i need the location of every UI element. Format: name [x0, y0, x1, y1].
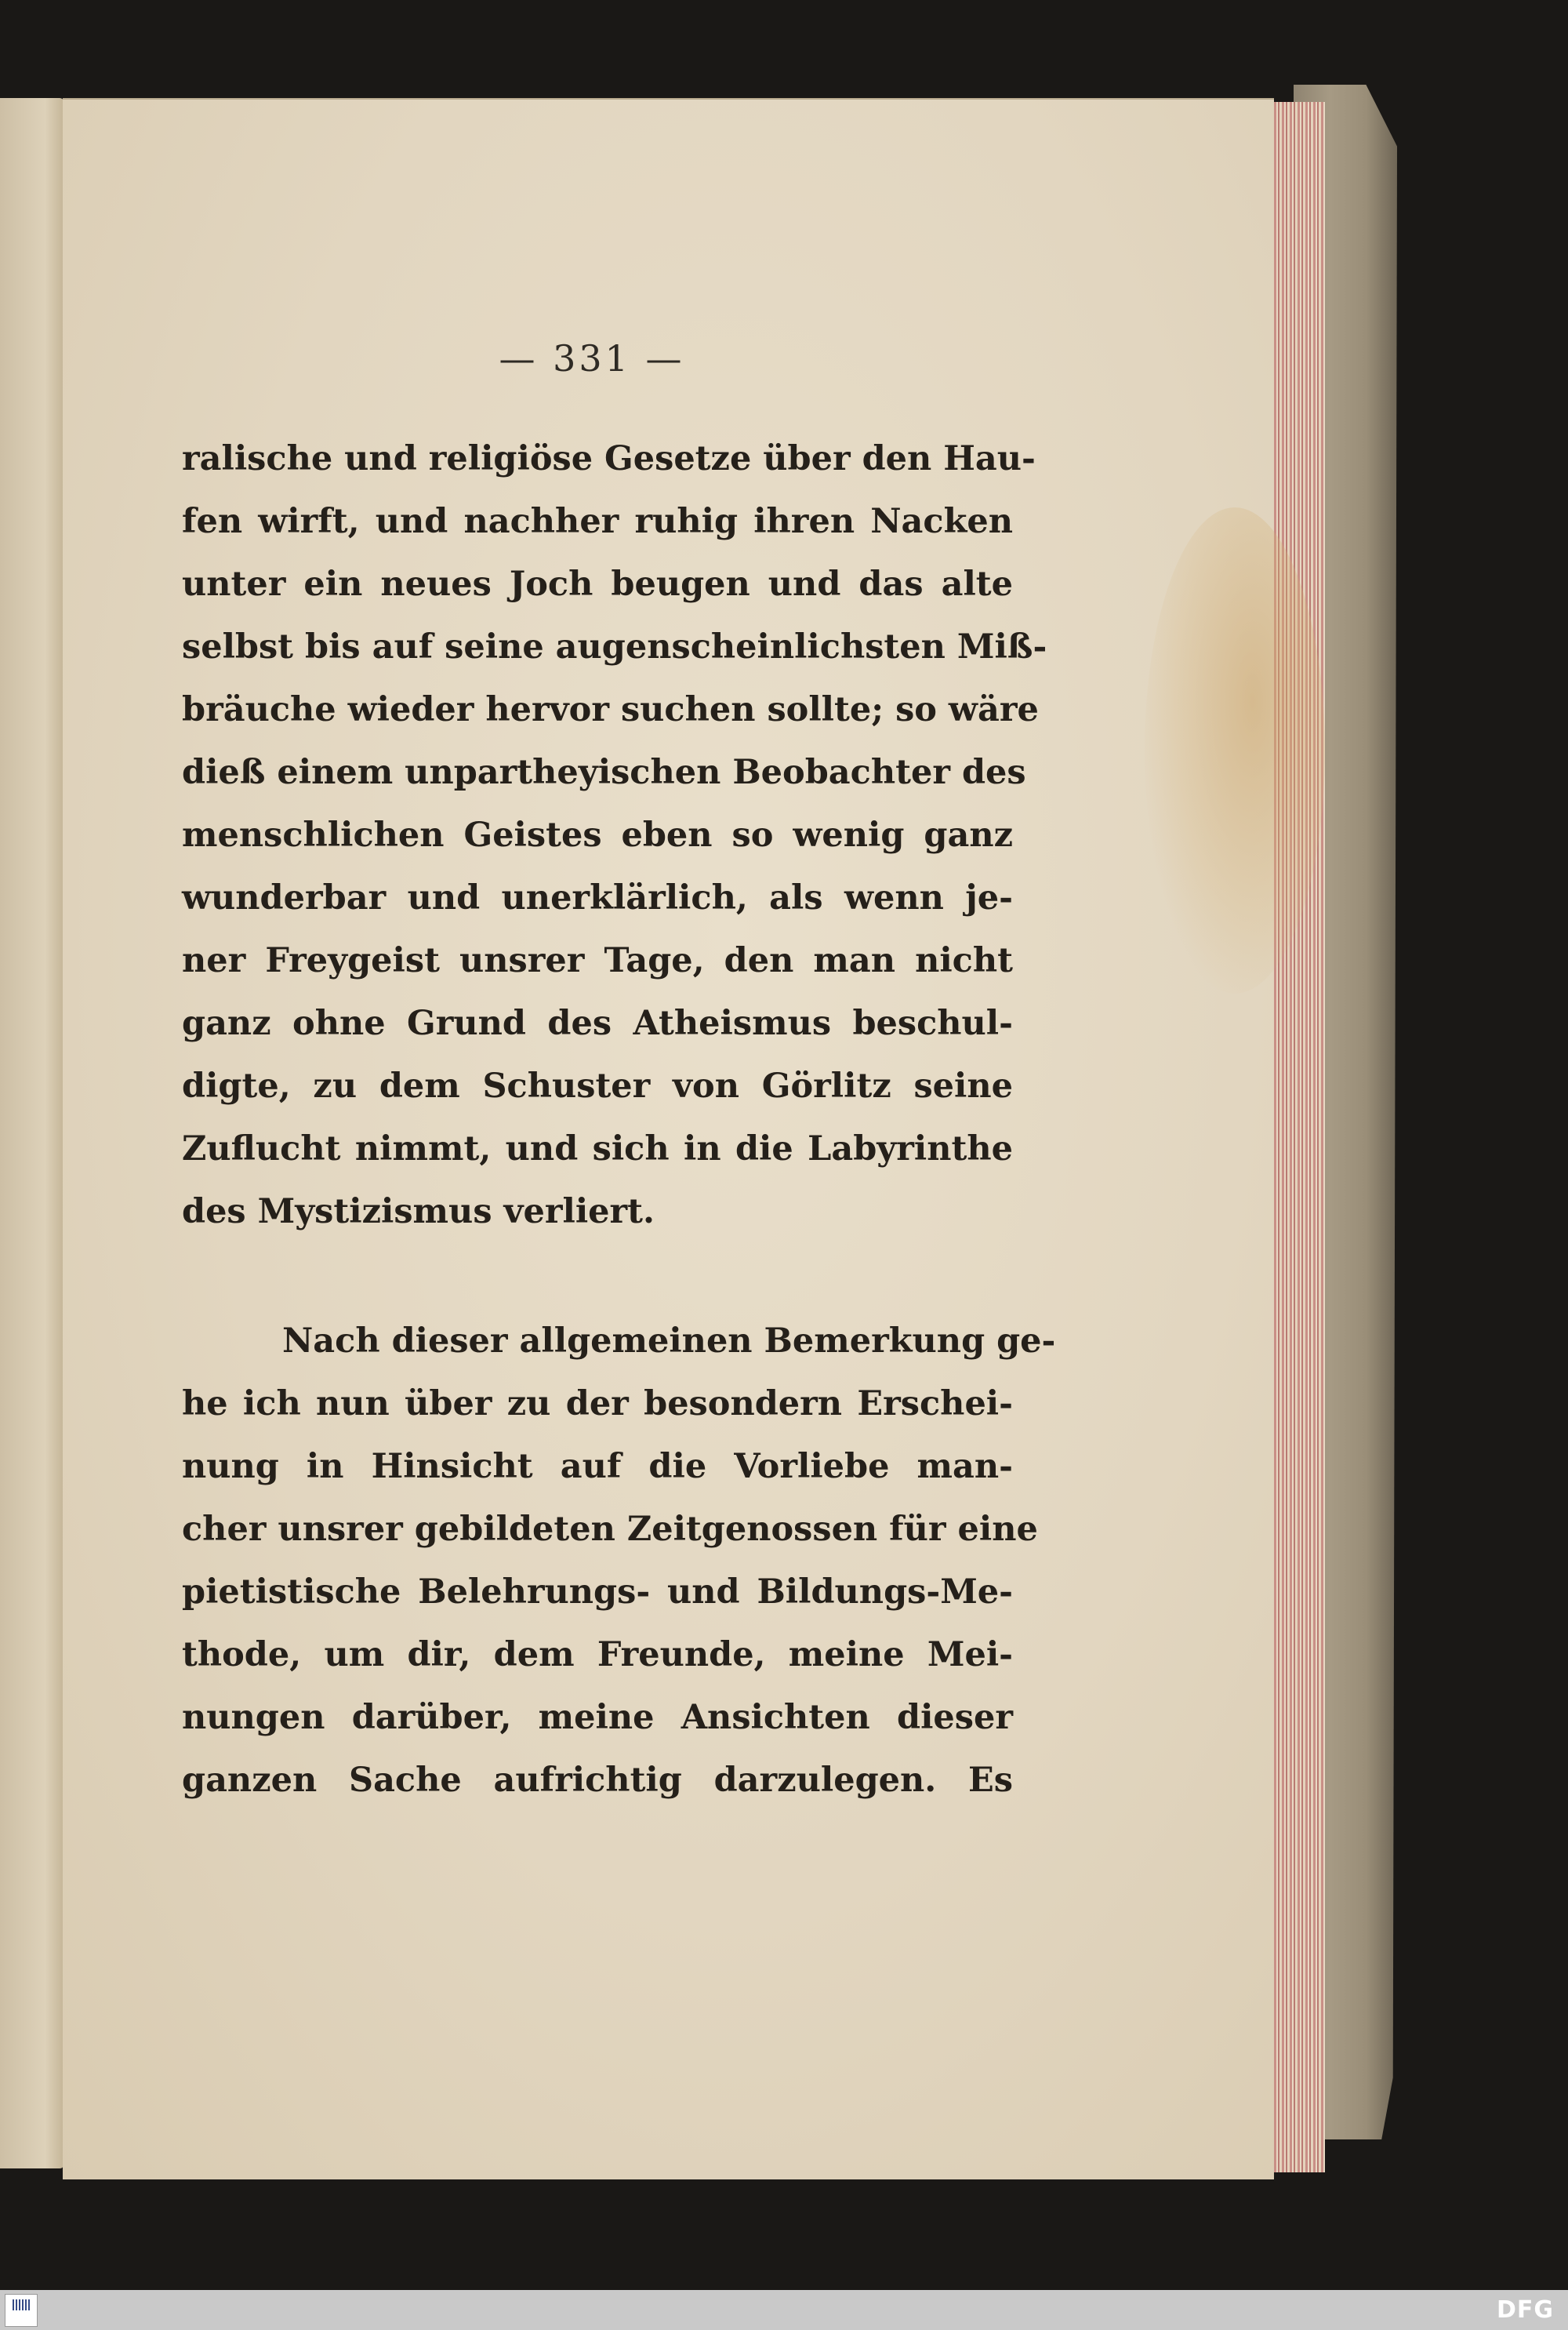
paragraph-gap	[182, 1243, 1013, 1310]
page-number: — 331 —	[499, 337, 685, 380]
text-line: fen wirft, und nachher ruhig ihren Nacken	[182, 502, 1013, 541]
text-line: ralische und religiöse Gesetze über den Hau-	[182, 439, 1036, 478]
library-logo-icon	[5, 2294, 38, 2327]
text-line: Nach dieser allgemeinen Bemerkung ge-	[282, 1321, 1056, 1361]
text-line: bräuche wieder hervor suchen sollte; so wäre	[182, 690, 1039, 729]
text-line: nungen darüber, meine Ansichten dieser	[182, 1698, 1013, 1737]
text-line: cher unsrer gebildeten Zeitgenossen für eine	[182, 1510, 1038, 1549]
text-line: Zuflucht nimmt, und sich in die Labyrinthe	[182, 1129, 1013, 1169]
text-line: unter ein neues Joch beugen und das alte	[182, 565, 1013, 604]
text-line: dieß einem unpartheyischen Beobachter des	[182, 753, 1026, 792]
left-page-edge	[0, 98, 64, 2168]
paper-stain	[1145, 507, 1325, 994]
text-line: wunderbar und unerklärlich, als wenn je-	[182, 878, 1013, 918]
text-line: ganz ohne Grund des Atheismus beschul-	[182, 1004, 1013, 1043]
text-line: pietistische Belehrungs- und Bildungs-Me-	[182, 1572, 1013, 1612]
text-line: des Mystizismus verliert.	[182, 1192, 655, 1231]
text-line: ganzen Sache aufrichtig darzulegen. Es	[182, 1761, 1013, 1800]
text-line: digte, zu dem Schuster von Görlitz seine	[182, 1067, 1013, 1106]
text-line: selbst bis auf seine augenscheinlichsten Miß-	[182, 627, 1047, 667]
text-line: menschlichen Geistes eben so wenig ganz	[182, 816, 1013, 855]
footer-credit: DFG	[1496, 2296, 1554, 2324]
text-line: nung in Hinsicht auf die Vorliebe man-	[182, 1447, 1013, 1486]
footer-bar	[0, 2290, 1568, 2330]
text-line: ner Freygeist unsrer Tage, den man nicht	[182, 941, 1013, 980]
page-stack-edge	[1266, 102, 1325, 2172]
page-text	[182, 427, 1056, 1812]
text-line: he ich nun über zu der besondern Erschei-	[182, 1384, 1013, 1423]
text-line: thode, um dir, dem Freunde, meine Mei-	[182, 1635, 1013, 1674]
